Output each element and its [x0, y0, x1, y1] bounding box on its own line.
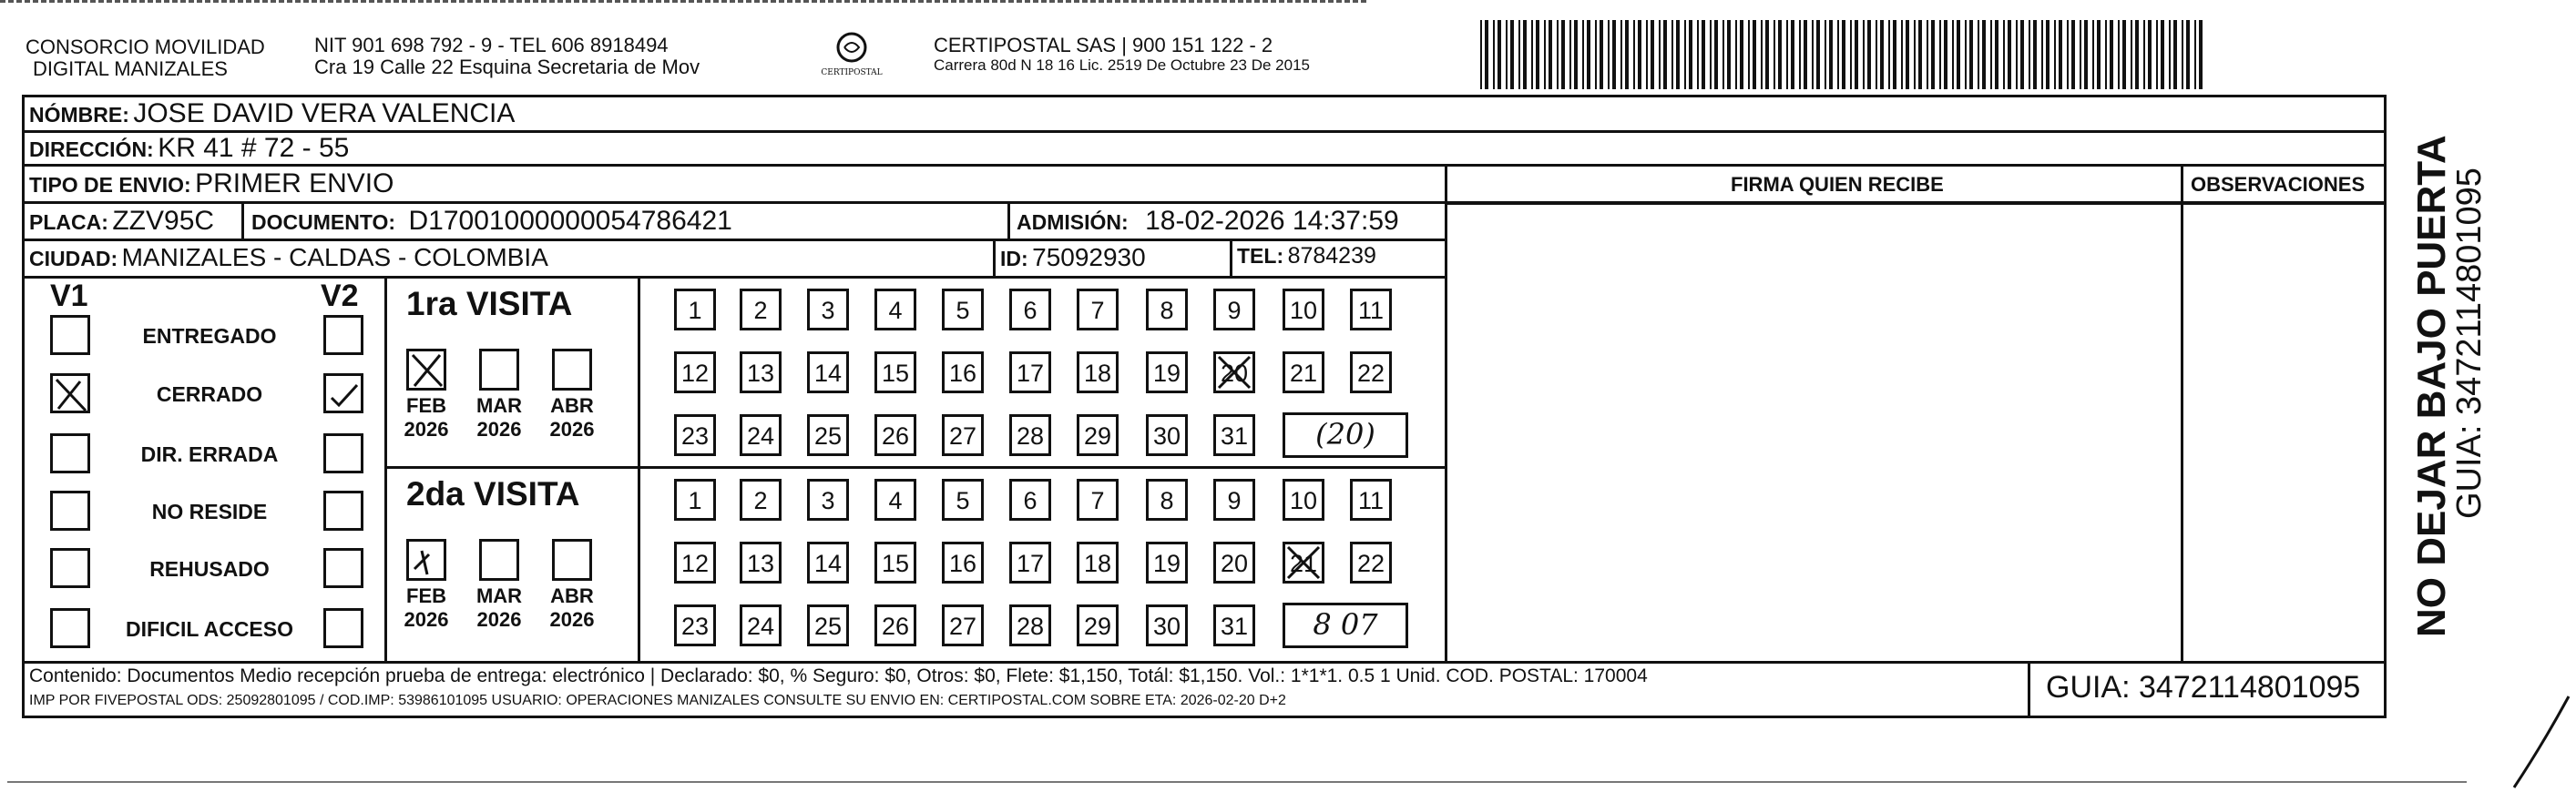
day-box[interactable]: 29	[1077, 604, 1119, 646]
nit-line: NIT 901 698 792 - 9 - TEL 606 8918494	[314, 34, 669, 56]
day-cross-mark	[1283, 542, 1324, 584]
day-box[interactable]: 2	[740, 479, 782, 521]
admision-value: 18-02-2026 14:37:59	[1145, 206, 1399, 236]
no-dejar-bajo-puerta-text: NO DEJAR BAJO PUERTA	[2409, 135, 2454, 637]
day-box[interactable]: 13	[740, 542, 782, 584]
day-box[interactable]: 31	[1213, 604, 1255, 646]
day-box[interactable]: 25	[807, 604, 849, 646]
content-line: Contenido: Documentos Medio recepción prueba de entrega: electrónico | Declarado: $0, % Seguro: $0, Otros: $0, Flete: $1,150, Totál: $1,150. Vol.: 1*1*1. 0.5 1 Unid. COD. POSTAL: 170004	[29, 665, 1648, 686]
placa-value: ZZV95C	[112, 206, 215, 236]
admision-field	[1017, 206, 1399, 237]
v2-checkbox[interactable]	[323, 315, 363, 355]
day-box[interactable]: 29	[1077, 414, 1119, 456]
month-checkbox[interactable]	[552, 539, 592, 581]
day-box[interactable]: 14	[807, 351, 849, 393]
observaciones-label: OBSERVACIONES	[2191, 173, 2366, 196]
day-box[interactable]: 18	[1077, 351, 1119, 393]
month-name: ABR	[550, 394, 594, 417]
v1-checkbox[interactable]	[50, 315, 90, 355]
day-box[interactable]: 22	[1350, 351, 1392, 393]
barcode	[1480, 20, 2209, 89]
company-line-1: CONSORCIO MOVILIDAD	[26, 36, 265, 58]
month-name: FEB	[406, 394, 446, 417]
firma-quien-recibe-label: FIRMA QUIEN RECIBE	[1731, 173, 1944, 196]
day-box[interactable]: 21	[1283, 351, 1324, 393]
month-name: FEB	[406, 584, 446, 607]
day-cross-mark	[1213, 351, 1255, 393]
tel-value: 8784239	[1287, 243, 1376, 269]
day-box[interactable]: 27	[942, 414, 984, 456]
day-box[interactable]: 7	[1077, 289, 1119, 330]
day-box[interactable]: 31	[1213, 414, 1255, 456]
certipostal-logo-icon	[832, 31, 872, 64]
day-box[interactable]: 6	[1009, 289, 1051, 330]
month-checkbox[interactable]	[479, 539, 519, 581]
v2-checkbox[interactable]	[323, 433, 363, 473]
cut-line	[7, 781, 2467, 783]
tel-label: TEL:	[1237, 244, 1284, 268]
day-box[interactable]: 24	[740, 604, 782, 646]
month-checkbox[interactable]	[479, 349, 519, 391]
status-label: CERRADO	[156, 382, 263, 406]
direccion-row	[29, 133, 349, 164]
day-box[interactable]: 9	[1213, 289, 1255, 330]
handwritten-date-box	[1283, 603, 1408, 648]
page-curl-mark	[2505, 692, 2576, 792]
day-box[interactable]: 20	[1213, 351, 1255, 393]
day-box[interactable]: 8	[1146, 289, 1188, 330]
id-value: 75092930	[1032, 243, 1146, 271]
v1-checkbox[interactable]	[50, 491, 90, 531]
day-box[interactable]: 9	[1213, 479, 1255, 521]
day-box[interactable]: 2	[740, 289, 782, 330]
visit-title: 1ra VISITA	[406, 285, 573, 322]
certipostal-info	[934, 35, 1310, 75]
day-box[interactable]: 30	[1146, 414, 1188, 456]
v2-checkbox[interactable]	[323, 491, 363, 531]
company-line-2: DIGITAL MANIZALES	[33, 57, 228, 80]
handwritten-date-box	[1283, 412, 1408, 458]
documento-label: DOCUMENTO:	[251, 210, 396, 234]
day-box[interactable]: 16	[942, 351, 984, 393]
day-box[interactable]: 6	[1009, 479, 1051, 521]
guia-number-box: GUIA: 3472114801095	[2046, 670, 2361, 705]
day-box[interactable]: 24	[740, 414, 782, 456]
day-box[interactable]: 23	[674, 604, 716, 646]
v2-checkbox[interactable]	[323, 373, 363, 413]
certipostal-logo	[815, 31, 888, 77]
nombre-row	[29, 98, 515, 129]
day-box[interactable]: 10	[1283, 479, 1324, 521]
month-checkbox[interactable]	[406, 349, 446, 391]
company-info	[314, 35, 700, 78]
day-box[interactable]: 25	[807, 414, 849, 456]
direccion-label: DIRECCIÓN:	[29, 137, 154, 161]
day-box[interactable]: 11	[1350, 479, 1392, 521]
placa-label: PLACA:	[29, 210, 108, 234]
admision-label: ADMISIÓN:	[1017, 210, 1129, 234]
month-year: 2026	[476, 418, 522, 441]
day-box[interactable]: 3	[807, 289, 849, 330]
day-box[interactable]: 4	[874, 479, 916, 521]
status-label: NO RESIDE	[151, 500, 268, 523]
month-checkbox[interactable]	[406, 539, 446, 581]
month-year: 2026	[404, 418, 449, 441]
v1-checkbox[interactable]	[50, 373, 90, 413]
v1-checkbox[interactable]	[50, 548, 90, 588]
day-box[interactable]: 16	[942, 542, 984, 584]
certipostal-line-1: CERTIPOSTAL SAS | 900 151 122 - 2	[934, 34, 1273, 56]
company-address: Cra 19 Calle 22 Esquina Secretaria de Mov	[314, 56, 700, 78]
month-year: 2026	[549, 608, 595, 631]
company-name	[26, 36, 265, 80]
nombre-value: JOSE DAVID VERA VALENCIA	[133, 98, 516, 128]
status-label: DIFICIL ACCESO	[125, 617, 293, 641]
day-box[interactable]: 7	[1077, 479, 1119, 521]
v2-checkbox[interactable]	[323, 608, 363, 648]
placa-field	[29, 206, 214, 237]
logo-text: CERTIPOSTAL	[821, 68, 883, 77]
tel-field	[1237, 243, 1376, 269]
tipo-envio-label: TIPO DE ENVIO:	[29, 173, 191, 197]
id-label: ID:	[1000, 247, 1028, 270]
day-box[interactable]: 28	[1009, 414, 1051, 456]
day-box[interactable]: 1	[674, 289, 716, 330]
documento-value: D17001000000054786421	[408, 206, 732, 236]
day-box[interactable]: 12	[674, 542, 716, 584]
month-year: 2026	[549, 418, 595, 441]
top-edge-mark	[0, 0, 1366, 6]
imp-line: IMP POR FIVEPOSTAL ODS: 25092801095 / COD.IMP: 53986101095 USUARIO: OPERACIONES MANIZALES CONSULTE SU ENVIO EN: CERTIPOSTAL.COM SOBRE ETA: 2026-02-20 D+2	[29, 693, 1286, 708]
day-box[interactable]: 26	[874, 414, 916, 456]
day-box[interactable]: 27	[942, 604, 984, 646]
day-box[interactable]: 13	[740, 351, 782, 393]
day-box[interactable]: 26	[874, 604, 916, 646]
status-label: DIR. ERRADA	[140, 442, 279, 466]
ciudad-field	[29, 243, 548, 272]
certipostal-line-2: Carrera 80d N 18 16 Lic. 2519 De Octubre 23 De 2015	[934, 56, 1310, 74]
day-box[interactable]: 5	[942, 289, 984, 330]
month-label	[536, 584, 608, 632]
month-label	[390, 394, 463, 442]
day-box[interactable]: 5	[942, 479, 984, 521]
day-box[interactable]: 19	[1146, 542, 1188, 584]
tipo-envio-row	[29, 168, 394, 199]
month-label	[390, 584, 463, 632]
day-box[interactable]: 20	[1213, 542, 1255, 584]
day-box[interactable]: 17	[1009, 542, 1051, 584]
day-box[interactable]: 21	[1283, 542, 1324, 584]
day-box[interactable]: 4	[874, 289, 916, 330]
nombre-label: NÓMBRE:	[29, 103, 129, 127]
month-checkbox[interactable]	[552, 349, 592, 391]
month-label	[463, 394, 536, 442]
status-label: REHUSADO	[149, 557, 270, 581]
tipo-envio-value: PRIMER ENVIO	[195, 168, 394, 198]
day-box[interactable]: 14	[807, 542, 849, 584]
id-field	[1000, 243, 1146, 272]
v1-label: V1	[50, 279, 88, 313]
day-box[interactable]: 8	[1146, 479, 1188, 521]
day-box[interactable]: 28	[1009, 604, 1051, 646]
documento-field	[251, 206, 732, 237]
day-box[interactable]: 11	[1350, 289, 1392, 330]
v1-checkbox[interactable]	[50, 433, 90, 473]
day-box[interactable]: 18	[1077, 542, 1119, 584]
ciudad-label: CIUDAD:	[29, 247, 118, 270]
month-name: MAR	[475, 394, 523, 417]
day-box[interactable]: 30	[1146, 604, 1188, 646]
day-box[interactable]: 1	[674, 479, 716, 521]
side-guia-text: GUIA: 3472114801095	[2450, 168, 2489, 519]
month-name: MAR	[475, 584, 523, 607]
v1-checkbox[interactable]	[50, 608, 90, 648]
direccion-value: KR 41 # 72 - 55	[158, 133, 350, 163]
day-box[interactable]: 23	[674, 414, 716, 456]
day-box[interactable]: 22	[1350, 542, 1392, 584]
handwritten-date: 8 07	[1313, 607, 1378, 642]
v2-checkbox[interactable]	[323, 548, 363, 588]
ciudad-value: MANIZALES - CALDAS - COLOMBIA	[121, 243, 548, 271]
handwritten-date: (20)	[1315, 417, 1375, 452]
day-box[interactable]: 3	[807, 479, 849, 521]
visit-title: 2da VISITA	[406, 475, 580, 513]
day-box[interactable]: 19	[1146, 351, 1188, 393]
month-year: 2026	[476, 608, 522, 631]
status-label: ENTREGADO	[142, 324, 277, 348]
month-label	[536, 394, 608, 442]
month-year: 2026	[404, 608, 449, 631]
day-box[interactable]: 12	[674, 351, 716, 393]
month-label	[463, 584, 536, 632]
day-box[interactable]: 15	[874, 351, 916, 393]
day-box[interactable]: 17	[1009, 351, 1051, 393]
month-name: ABR	[550, 584, 594, 607]
day-box[interactable]: 10	[1283, 289, 1324, 330]
v2-label: V2	[321, 279, 359, 313]
day-box[interactable]: 15	[874, 542, 916, 584]
